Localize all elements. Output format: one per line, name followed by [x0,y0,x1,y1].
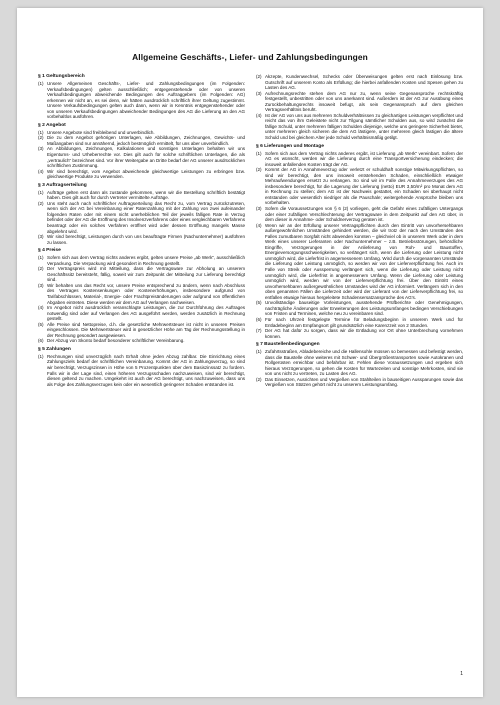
clause [256,151,463,168]
clause [38,201,245,234]
clause [38,255,245,266]
clause-text: Aufträge gelten erst dann als zustande gekommen, wenn wir die Bestellung schriftlich bestätigt haben. Dies gilt auch für durch Vertreter vermittelte Aufträge. [47,189,245,201]
section [38,248,245,344]
clause-text: Wenn wir an der Erfüllung unserer Vertragspflichten durch den Eintritt von unvorhersehbaren außergewöhnlichen Umständen gehindert werden, die wir trotz der nach den Umständen des Falles zumutbaren Sorgfalt nicht abwenden konnten – gleichviel ob in unserem Werk oder in dem Werk eines unserer Lieferanten oder Nachunternehmer – z.B. Betriebsstörungen, behördliche Eingriffe, Verzögerungen in der Anlieferung von Roh- und Baustoffen, Energieversorgungsschwierigkeiten, so verlängert sich, wenn die Lieferung oder Leistung nicht unmöglich wird, die Lieferfrist in angemessenem Umfang. Wird durch die vorgenannten Umstände die Lieferung oder Leistung unmöglich, so werden wir von der Lieferverpflichtung frei. Auch im Falle von Streik oder Aussperrung verlängert sich, wenn die Lieferung oder Leistung nicht unmöglich wird, die Lieferfrist in angemessenem Umfang. Wenn die Lieferung oder Leistung unmöglich wird, werden wir von der Lieferverpflichtung frei. Über den Eintritt eines unvorhersehbaren außergewöhnlichen Umstandes wird der AG informiert. Verlängern sich in den oben genannten Fällen die Lieferzeit oder wird der Lieferant von der Lieferverpflichtung frei, so entfallen etwaige hieraus hergeleitete Schadensersatzansprüche des AG's. [265,222,463,300]
page-number: 1 [460,671,463,677]
clause-number: (4) [256,112,262,118]
clause-text: Kommt der AG in Annahmeverzug oder verletzt er schuldhaft sonstige Mitwirkungspflichten, so sind wir berechtigt, den uns insoweit entstehenden Schaden, einschließlich etwaiger Mehraufwendungen ersetzt zu verlangen. So sind wir im Falle des Annahmeverzuges des AG insbesondere berechtigt, für die Lagerung der Lieferung (netto) EUR 3,50/m² pro Monat dem AG in Rechnung zu stellen; dem AG ist der Nachweis gestattet, ein Schaden sei überhaupt nicht entstanden oder wesentlich niedriger als die Pauschale; weitergehende Ansprüche bleiben uns vorbehalten. [265,167,463,206]
section-heading: § 1 Geltungsbereich [38,74,85,79]
section [38,123,245,180]
clause-text: Wir sind berechtigt, vom Angebot abweichende gleichwertige Leistungen zu erbringen bzw. gleichwertige Produkte zu verwenden. [47,168,245,180]
clause-number: (1) [38,129,44,135]
clause [38,190,245,201]
clause-number: (2) [256,376,262,382]
section-heading: § 2 Angebot [38,122,66,128]
clause-text: Der Abzug von Skonto bedarf besonderer schriftlicher Vereinbarung. [47,338,185,344]
clause-text: An Abbildungen, Zeichnungen, Kalkulationen und sonstigen Unterlagen behalten wir uns Eigentums- und Urheberrechte vor. Dies gilt auch für solche schriftlichen Unterlagen, die als „vertraulich“ bezeichnet sind. Vor ihrer Weitergabe an Dritte bedarf der AG unserer ausdrücklichen schriftlichen Zustimmung. [47,146,245,169]
right-column [256,74,463,391]
clause-number: (1) [38,353,44,359]
clause-number: (1) [256,349,262,355]
section [38,183,245,245]
section-heading: § 7 Baustellenbedingungen [256,342,320,348]
clause-text: Ist der AG von uns aus mehreren Schuldverhältnissen zu gleichartigen Leistungen verpflichtet und reicht das von ihm Geleistete nicht zur Tilgung sämtlicher Schulden aus, so wird zunächst die fällige Schuld, unter mehreren fälligen Schulden diejenige, welche uns geringere Sicherheit bietet, unter mehreren gleich sicheren die dem AG lästigere, unter mehreren gleich lästigen die ältere Schuld und bei gleichem Alter jede Schuld verhältnismäßig getilgt. [265,112,463,141]
clause-number: (6) [38,338,44,344]
clause-number: (2) [38,266,44,272]
clause [256,328,463,339]
clause-number: (2) [38,135,44,141]
clause-text: Wir behalten uns das Recht vor, unsere Preise entsprechend zu ändern, wenn nach Abschluss des Vertrages Kostensenkungen oder Kostenerhöhungen, insbesondere aufgrund von Tarifabschlüssen, Material-, Energie- oder Frachtpreisänderungen oder aufgrund von öffentlichen Abgaben eintreten. Diese werden wir dem AG auf Verlangen nachweisen. [47,282,245,305]
clause [256,91,463,113]
clause-text: Zufahrtsstraßen, Abladebereiche und die Hallensohle müssen so bemessen und befestigt werden, dass die Baustelle ohne weiteres mit Schwer- und Übergrößentransporten sowie Autokranen und Rollgerüsten erreichbar und befahrbar ist. Fehlen diese Voraussetzungen und ergeben sich hieraus Verzögerungen, so gehen die Kosten für Wartezeiten und sonstige Mehrkosten, sind sie von uns nicht zu vertreten, zu Lasten des AG. [265,349,463,377]
clause-text: Der AG hat dafür zu sorgen, dass wir die Entladung vor Ort ohne Unterbrechung vornehmen können. [265,328,463,339]
section-heading: § 4 Preise [38,248,61,254]
clause-text: Das Einsetzen, Ausrichten und Vergießen von Stahlteilen in bauseitigen Aussparungen sowie das Vergießen von Stützen gehört nicht zu unserem Leistungsumfang. [265,376,463,388]
clause [256,223,463,301]
clause-number: (4) [256,222,262,228]
section [256,144,463,340]
section [256,74,463,141]
clause-text: Für nach Uhrzeit festgelegte Termine für Beladungsbeginn in unserem Werk und für Entladebeginn am Empfangsort gilt grundsätzlich eine Karenzzeit von 2 Stunden. [265,316,463,328]
document-title: Allgemeine Geschäfts-, Liefer- und Zahlungsbedingungen [132,52,368,62]
clause-number: (4) [38,305,44,311]
clause-text: Sofern sich aus dem Vertrag nichts anderes ergibt, gelten unsere Preise „ab Werk“, ausschließlich Verpackung. Die Verpackung wird gesondert in Rechnung gestellt. [47,255,245,266]
clause [256,349,463,377]
section [38,347,245,387]
clause-number: (2) [256,167,262,173]
section-heading: § 6 Lieferungen und Montage [256,143,324,149]
clause-number: (3) [256,206,262,212]
clause-text: Alle Preise sind Nettopreise, d.h. die gesetzliche Mehrwertsteuer ist nicht in unseren Preisen eingeschlossen. Die Mehrwertsteuer wird in gesetzlicher Höhe am Tag der Rechnungsstellung in der Rechnung gesondert ausgewiesen. [47,321,245,338]
clause [38,81,245,120]
clause-number: (5) [256,300,262,306]
section [256,342,463,388]
clause [38,283,245,305]
clause-text: Unsere Allgemeinen Geschäfts-, Liefer- und Zahlungsbedingungen (im Folgenden: Verkaufsbedingungen) gelten ausschließlich; entgegenstehende oder von unseren Verkaufsbedingungen abweichende Bedingungen des Auftraggebers (im Folgenden: AG) erkennen wir nicht an, es sei denn, wir hätten ausdrücklich schriftlich ihrer Geltung zugestimmt. Unsere Verkaufsbedingungen gelten auch dann, wenn wir in Kenntnis entgegenstehender oder von unseren Verkaufsbedingungen abweichender Bedingungen des AG die Lieferung an den AG vorbehaltlos ausführen. [47,80,245,120]
clause [256,317,463,328]
clause-number: (7) [256,328,262,334]
section-heading: § 5 Zahlungen [38,346,71,352]
clause [256,377,463,388]
clause [38,338,245,344]
section [38,74,245,120]
clause-text: Unvollständige bauseitige Vorleistungen, ausstehende Prüfberichte oder Genehmigungen, nachträgliche Änderungen oder Erweiterungen des Leistungsumfanges bedingen Verschiebungen von Fristen und Terminen, welche neu zu vereinbaren sind. [265,300,463,317]
clause-number: (3) [256,90,262,96]
clause-text: Die zu dem Angebot gehörigen Unterlagen, wie Abbildungen, Zeichnungen, Gewichts- und Maßangaben sind nur annähernd, jedoch bestmöglich ermittelt, für uns aber unverbindlich. [47,135,245,146]
clause [38,354,245,387]
clause [38,234,245,245]
clause-text: Sofern sich aus dem Vertrag nichts anderes ergibt, ist Lieferung „ab Werk“ vereinbart. Sofern der AG es wünscht, werden wir die Lieferung durch eine Transportversicherung eindecken; die insoweit anfallenden Kosten trägt der AG. [265,150,463,167]
clause [256,206,463,223]
document-page [17,8,483,697]
clause-number: (2) [256,74,262,79]
clause-number: (4) [38,168,44,174]
clause-text: Sofern die Voraussetzungen von § 6 (2) vorliegen, geht die Gefahr eines zufälligen Untergangs oder einer zufälligen Verschlechterung der Vertragsware in dem Zeitpunkt auf den AG über, in dem dieser in Annahme- oder Schuldnerverzug geraten ist. [265,206,463,223]
clause-number: (3) [38,282,44,288]
clause [256,300,463,317]
clause-text: Uns steht auch nach schriftlicher Auftragserteilung das Recht zu, vom Vertrag zurückzutreten, wenn sich der AG bei Vereinbarung einer Ratenzahlung mit der Zahlung von zwei aufeinander folgenden Raten oder mit einem nicht unerheblichen Teil der jeweils fälligen Rate in Verzug befindet oder der AG die Eröffnung des Insolvenzverfahrens oder eines vergleichbaren Verfahrens beantragt oder ein solches Verfahren eröffnet wird oder dessen Eröffnung mangels Masse abgelehnt wird. [47,200,245,234]
clause-number: (2) [38,200,44,206]
clause [38,146,245,168]
clause-text: Rechnungen sind unverzüglich nach Erhalt ohne jeden Abzug zahlbar. Die Einrichtung eines Zahlungsziels bedarf der schriftlichen Vereinbarung. Kommt der AG in Zahlungsverzug, so sind wir berechtigt, Verzugszinsen in Höhe von 5 Prozentpunkten über dem Basiszinssatz zu fordern. Falls wir in der Lage sind, einen höheren Verzugsschaden nachzuweisen, sind wir berechtigt, diesen geltend zu machen. Umgekehrt ist auch der AG berechtigt, uns nachzuweisen, dass uns als Folge des Zahlungsverzuges kein oder ein wesentlich geringerer Schaden entstanden ist. [47,353,245,387]
section-heading: § 3 Auftragserteilung [38,182,87,188]
clause-text: Der Vertragspreis wird mit Mitteilung, dass die Vertragsware zur Abholung an unserem Geschäftssitz bereitsteht, fällig, soweit wir zum Zeitpunkt der Mitteilung zur Lieferung berechtigt sind. [47,266,245,283]
clause-number: (6) [256,316,262,322]
left-column [38,74,245,390]
clause-text: Aufrechnungsrechte stehen dem AG nur zu, wenn seine Gegenansprüche rechtskräftig festgestellt, unbestritten oder von uns anerkannt sind. Außerdem ist der AG zur Ausübung eines Zurückbehaltungsrechts insoweit befugt, als sein Gegenanspruch auf dem gleichen Vertragsverhältnis beruht. [265,90,463,113]
clause-number: (1) [38,189,44,195]
clause-number: (1) [38,80,44,86]
clause-number: (5) [38,321,44,327]
clause [38,169,245,180]
clause [38,322,245,339]
clause-text: Wir sind berechtigt, Leistungen durch von uns beauftragte Firmen (Nachunternehmer) ausführen zu lassen. [47,234,245,245]
clause-number: (1) [38,255,44,261]
clause [256,113,463,141]
clause [38,266,245,283]
clause-number: (3) [38,146,44,152]
clause-text: Unsere Angebote sind freibleibend und unverbindlich. [47,129,155,135]
clause-text: Im Angebot nicht ausdrücklich veranschlagte Leistungen, die zur Durchführung des Auftrages notwendig sind oder auf Verlangen des AG ausgeführt werden, werden zusätzlich in Rechnung gestellt. [47,305,245,322]
clause [256,167,463,206]
clause-number: (3) [38,234,44,240]
clause-text: Akzepte, Kundenwechsel, Schecks oder Überweisungen gelten erst nach Einlösung bzw. Gutschrift auf unserem Konto als Erfüllung; die hierbei anfallenden Kosten und Spesen gehen zu Lasten des AG. [265,74,463,91]
clause [38,135,245,146]
clause [38,305,245,322]
clause [256,74,463,91]
clause-number: (1) [256,150,262,156]
